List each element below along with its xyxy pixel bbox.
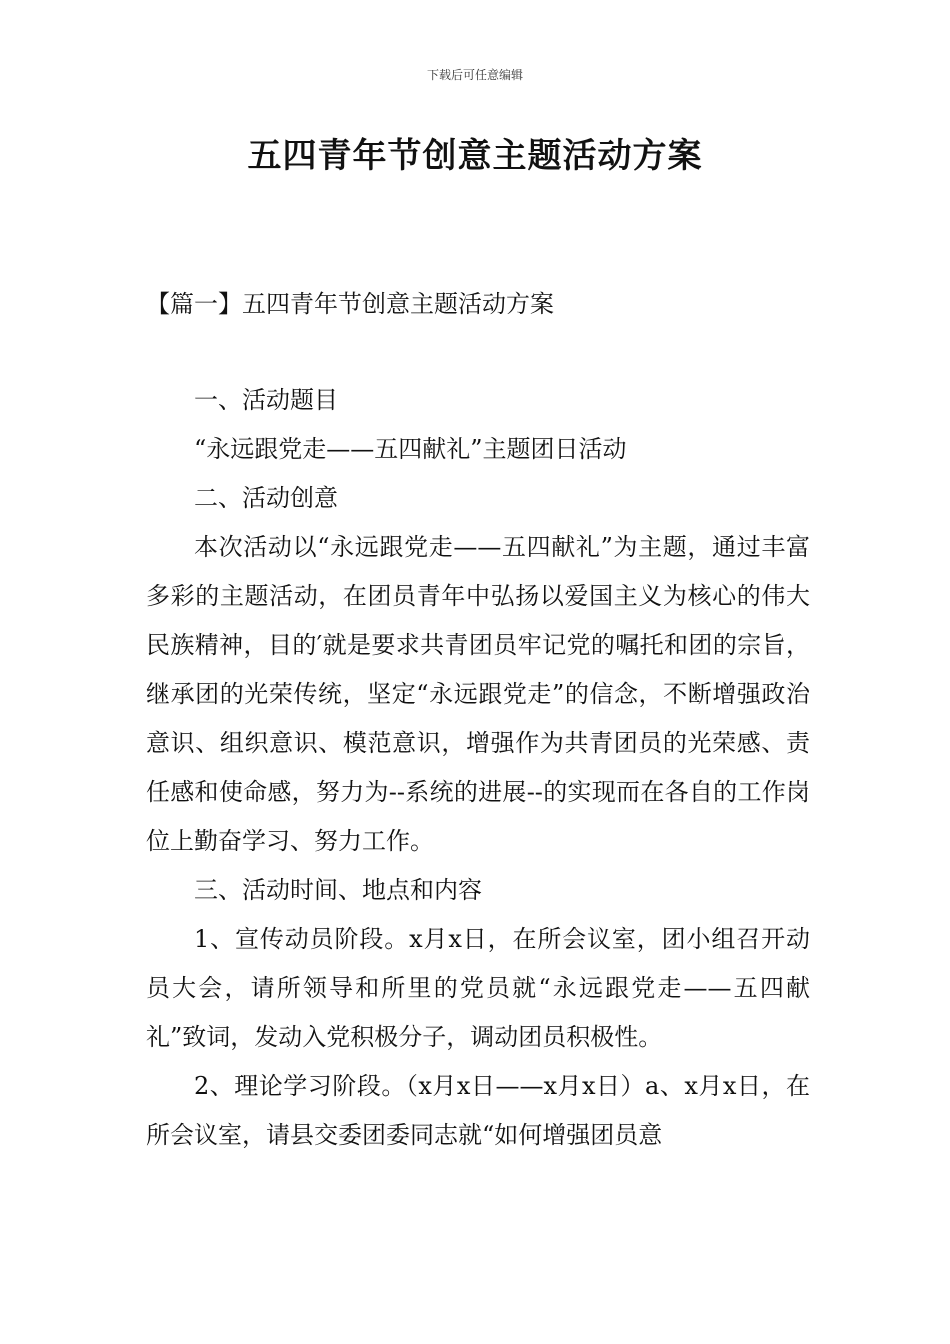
- document-body: [146, 376, 810, 1160]
- heading-time-place-content: 三、活动时间、地点和内容: [194, 876, 482, 904]
- activity-idea-paragraph: 本次活动以“永远跟党走——五四献礼”为主题，通过丰富多彩的主题活动，在团员青年中弘扬以爱国主义为核心的伟大民族精神，目的′就是要求共青团员牢记党的嘱托和团的宗旨，继承团的光荣传统，坚定“永远跟党走”的信念，不断增强政治意识、组织意识、模范意识，增强作为共青团员的光荣感、责任感和使命感，努力为--系统的进展--的实现而在各自的工作岗位上勤奋学习、努力工作。: [146, 533, 810, 855]
- heading-activity-idea: 二、活动创意: [194, 484, 338, 512]
- heading-activity-topic: 一、活动题目: [194, 386, 338, 414]
- header-note: 下载后可任意编辑: [426, 68, 523, 82]
- stage-1-paragraph: 1、宣传动员阶段。x月x日，在所会议室，团小组召开动员大会，请所领导和所里的党员就“永远跟党走——五四献礼”致词，发动入党积极分子，调动团员积极性。: [146, 925, 810, 1051]
- document-title: 五四青年节创意主题活动方案: [247, 136, 703, 176]
- section-heading: 【篇一】五四青年节创意主题活动方案: [146, 290, 554, 318]
- stage-2-paragraph: 2、理论学习阶段。（x月x日——x月x日）a、x月x日，在所会议室，请县交委团委同志就“如何增强团员意: [146, 1072, 810, 1149]
- activity-topic-text: “永远跟党走——五四献礼”主题团日活动: [194, 435, 627, 463]
